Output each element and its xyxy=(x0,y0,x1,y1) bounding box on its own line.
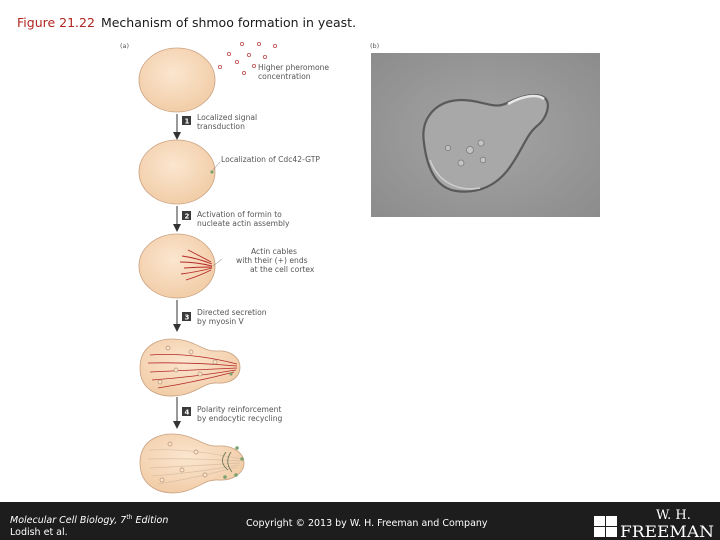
book-title: Molecular Cell Biology, 7 xyxy=(10,515,127,527)
step-1-number: 1 xyxy=(184,117,190,126)
pheromone-label-line1: Higher pheromone xyxy=(258,63,330,72)
step-2-text-line2: nucleate actin assembly xyxy=(197,219,290,228)
cell-stage-3 xyxy=(139,234,215,298)
step-4-text-line1: Polarity reinforcement xyxy=(197,405,282,414)
cell-stage-2 xyxy=(139,140,215,204)
logo-line2: FREEMAN xyxy=(620,522,714,539)
step-1-text-line1: Localized signal xyxy=(197,113,258,122)
step-4-number: 4 xyxy=(184,408,190,417)
logo-line1: W. H. xyxy=(656,508,691,523)
step-3-text-line1: Directed secretion xyxy=(197,308,267,317)
pheromone-label-line2: concentration xyxy=(258,72,311,81)
actin-label-line1: Actin cables xyxy=(251,247,297,256)
step-3-number: 3 xyxy=(184,313,190,322)
book-citation xyxy=(10,512,168,539)
step-2-number: 2 xyxy=(184,212,190,221)
edition-word: Edition xyxy=(132,515,169,527)
freeman-logo xyxy=(594,505,716,539)
authors: Lodish et al. xyxy=(10,527,68,539)
edition-superscript: th xyxy=(126,514,133,521)
panel-b-label: (b) xyxy=(370,42,380,50)
panel-a-label: (a) xyxy=(120,42,130,50)
cdc42-marker xyxy=(210,170,213,173)
copyright-notice: Copyright © 2013 by W. H. Freeman and Company xyxy=(246,518,488,529)
step-4-text-line2: by endocytic recycling xyxy=(197,414,283,423)
step-2-text-line1: Activation of formin to xyxy=(197,210,282,219)
cdc42-marker-stage-4 xyxy=(229,372,232,375)
step-3-text-line2: by myosin V xyxy=(197,317,244,326)
footer-bar xyxy=(0,502,720,540)
actin-label-line2: with their (+) ends xyxy=(236,256,308,265)
actin-label-line3: at the cell cortex xyxy=(250,265,315,274)
cell-stage-1 xyxy=(139,48,215,112)
step-1-text-line2: transduction xyxy=(197,122,245,131)
cell-stage-4 xyxy=(140,339,240,396)
figure-caption: Mechanism of shmoo formation in yeast. xyxy=(100,15,357,30)
cdc42-label: Localization of Cdc42-GTP xyxy=(221,155,320,164)
figure-number: Figure 21.22 xyxy=(17,15,95,30)
